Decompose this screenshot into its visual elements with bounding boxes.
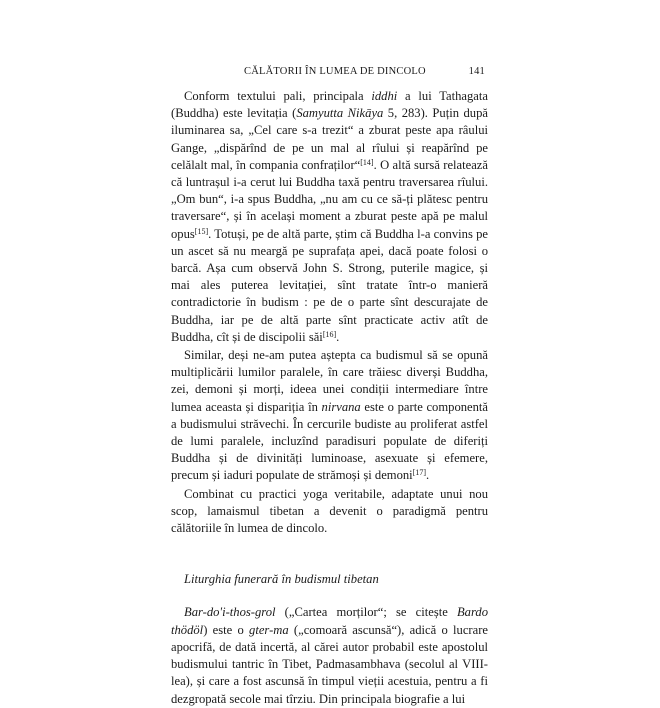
text-run: 5, 283). Puțin după iluminarea sa, „Cel care s-a trezit“ a zburat peste apa râului Gange, „dispărînd de pe un mal al rîului și reapărînd pe celălalt mal, în compania confraților“ bbox=[171, 106, 488, 172]
italic-term: nirvana bbox=[321, 399, 361, 414]
paragraph-lamaism bbox=[171, 486, 488, 538]
text-run: („Cartea morților“; se citește bbox=[275, 605, 457, 620]
footnote-ref: [14] bbox=[360, 157, 374, 167]
italic-term: iddhi bbox=[371, 89, 398, 103]
page-number: 141 bbox=[468, 66, 485, 77]
section-heading: Liturghia funerară în budismul tibetan bbox=[184, 572, 379, 587]
italic-title: Bar-do'i-thos-grol bbox=[184, 605, 276, 620]
text-run: este o parte componentă a budismului străvechi. În cercurile budiste au proliferat astfel de lumi paralele, incluzînd paradisuri populate de diferiți Buddha și de divinități luminoase, asexuate și efemere, precum și iaduri populate de strămoși și demoni bbox=[171, 399, 489, 483]
text-run: a lui Tathagata (Buddha) este levitația ( bbox=[171, 89, 488, 121]
text-run: ) este o bbox=[203, 622, 250, 637]
running-title: CĂLĂTORII ÎN LUMEA DE DINCOLO bbox=[244, 66, 426, 77]
italic-title: Samyutta Nikāya bbox=[296, 106, 384, 121]
footnote-ref: [16] bbox=[322, 329, 337, 339]
text-run: Combinat cu practici yoga veritabile, adaptate unui nou scop, lamaismul tibetan a devenit o paradigmă pentru călătoriile în lumea de dincolo. bbox=[171, 486, 488, 536]
paragraph-levitation bbox=[171, 88, 488, 346]
italic-title: Bardo thödöl bbox=[171, 605, 488, 637]
text-run: Similar, deși ne-am putea aștepta ca budismul să se opună multiplicării lumilor paralele, în care trăiesc diverși Buddha, zei, demoni și morți, ideea unei condiții intermediare între lumea aceasta și dispariția în bbox=[171, 348, 488, 414]
text-run: Conform textului pali, principala bbox=[184, 89, 372, 103]
text-run: . bbox=[426, 468, 430, 483]
text-run: („comoară ascunsă“), adică o lucrare apocrifă, de dată incertă, al cărei autor probabil este apostolul budismului tantric în Tibet, Padmasambhava (secolul al VIII-lea), și care a fost ascunsă în timpul vieții acestuia, pentru a fi dezgropată secole mai tîrziu. Din principala biografie a lui bbox=[171, 622, 488, 706]
italic-term: gter-ma bbox=[249, 622, 289, 637]
paragraph-bardo bbox=[171, 604, 488, 707]
text-run: . O altă sursă relatează că luntrașul i-a cerut lui Buddha taxă pentru traversarea rîului. „Om bun“, i-a spus Buddha, „nu am cu ce să-ți plătesc pentru traversare“, și în același moment a zburat peste apă pe malul opus bbox=[171, 157, 488, 241]
text-block bbox=[171, 88, 488, 708]
paragraph-parallel-worlds bbox=[171, 347, 488, 485]
footnote-ref: [15] bbox=[194, 226, 209, 236]
text-run: . Totuși, pe de altă parte, știm că Buddha l-a convins pe un ascet să nu meargă pe suprafața apei, dacă poate folosi o barcă. Așa cum observă John S. Strong, puterile magice, și mai ales puterea levitației, sînt tratate într-o manieră contradictorie în budism : pe de o parte sînt descurajate de Buddha, iar pe de altă parte sînt practicate activ atît de Buddha, cît și de discipolii săi bbox=[171, 226, 488, 344]
text-run: . bbox=[336, 329, 340, 344]
footnote-ref: [17] bbox=[412, 468, 427, 478]
